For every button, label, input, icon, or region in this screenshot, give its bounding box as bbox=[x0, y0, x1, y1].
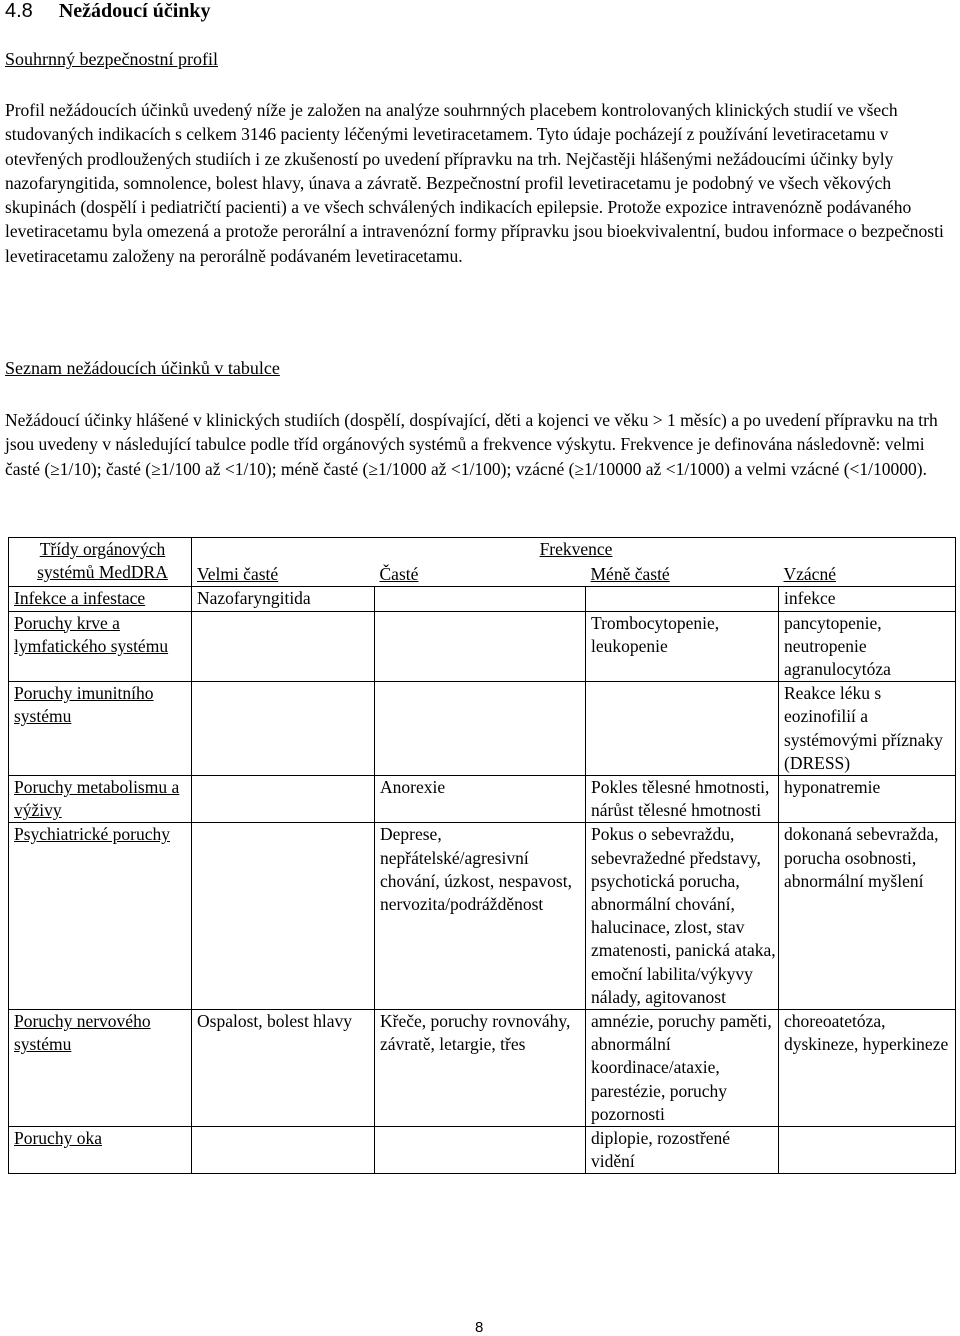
class-cell: Poruchy metabolismu a výživy bbox=[9, 776, 192, 823]
table-row bbox=[9, 776, 956, 823]
class-header: Třídy orgánových systémů MedDRA bbox=[9, 538, 192, 587]
column-header: Velmi časté bbox=[192, 561, 375, 587]
uncommon-cell bbox=[586, 587, 779, 611]
uncommon-cell bbox=[586, 682, 779, 776]
very-common-cell bbox=[192, 776, 375, 823]
rare-cell: Reakce léku s eozinofilií a systémovými příznaky (DRESS) bbox=[779, 682, 956, 776]
class-cell: Infekce a infestace bbox=[9, 587, 192, 611]
common-cell: Anorexie bbox=[375, 776, 586, 823]
rare-cell: hyponatremie bbox=[779, 776, 956, 823]
very-common-cell bbox=[192, 682, 375, 776]
list-paragraph: Nežádoucí účinky hlášené v klinických studiích (dospělí, dospívající, děti a kojenci ve věku > 1 měsíc) a po uvedení přípravku na trh jsou uvedeny v následující tabulce podle tříd orgánových systémů a frekvence výskytu. Frekvence je definována následovně: velmi časté (≥1/10); časté (≥1/100 až <1/10); méně časté (≥1/1000 až <1/100); vzácné (≥1/10000 až <1/1000) a velmi vzácné (<1/10000). bbox=[5, 410, 938, 479]
very-common-cell: Nazofaryngitida bbox=[192, 587, 375, 611]
very-common-cell: Ospalost, bolest hlavy bbox=[192, 1010, 375, 1127]
summary-paragraph: Profil nežádoucích účinků uvedený níže je založen na analýze souhrnných placebem kontrolovaných klinických studií ve všech studovaných indikacích s celkem 3146 pacienty léčenými levetiracetamem. Tyto údaje pocházejí z používání levetiracetamu v otevřených prodloužených studiích i ze zkušeností po uvedení přípravku na trh. Nejčastěji hlášenými nežádoucími účinky byly nazofaryngitida, somnolence, bolest hlavy, únava a závratě. Bezpečnostní profil levetiracetamu je podobný ve všech věkových skupinách (dospělí i pediatričtí pacienti) a ve všech schválených indikacích epilepsie. Protože expozice intravenózně podávaného levetiracetamu byla omezená a protože perorální a intravenózní formy přípravku jsou bioekvivalentní, budou informace o bezpečnosti levetiracetamu založeny na perorálně podávaném levetiracetamu. bbox=[5, 100, 944, 266]
rare-cell: infekce bbox=[779, 587, 956, 611]
list-heading: Seznam nežádoucích účinků v tabulce bbox=[5, 358, 280, 378]
very-common-cell bbox=[192, 823, 375, 1010]
common-cell bbox=[375, 682, 586, 776]
class-cell: Poruchy krve a lymfatického systému bbox=[9, 611, 192, 682]
uncommon-cell: Pokles tělesné hmotnosti, nárůst tělesné hmotnosti bbox=[586, 776, 779, 823]
class-cell: Poruchy oka bbox=[9, 1127, 192, 1174]
very-common-cell bbox=[192, 1127, 375, 1174]
table-row bbox=[9, 587, 956, 611]
adverse-effects-table bbox=[8, 537, 956, 1174]
column-header: Vzácné bbox=[779, 561, 956, 587]
table-row bbox=[9, 823, 956, 1010]
section-number: 4.8 bbox=[5, 0, 33, 22]
summary-heading: Souhrnný bezpečnostní profil bbox=[5, 49, 218, 69]
column-header: Méně časté bbox=[586, 561, 779, 587]
table-row bbox=[9, 611, 956, 682]
table-row bbox=[9, 682, 956, 776]
uncommon-cell: Trombocytopenie, leukopenie bbox=[586, 611, 779, 682]
rare-cell: choreoatetóza, dyskineze, hyperkineze bbox=[779, 1010, 956, 1127]
table-header-row bbox=[9, 538, 956, 562]
common-cell bbox=[375, 1127, 586, 1174]
common-cell: Křeče, poruchy rovnováhy, závratě, letargie, třes bbox=[375, 1010, 586, 1127]
table-row bbox=[9, 1127, 956, 1174]
section-title: Nežádoucí účinky bbox=[58, 0, 211, 22]
rare-cell bbox=[779, 1127, 956, 1174]
uncommon-cell: diplopie, rozostřené vidění bbox=[586, 1127, 779, 1174]
rare-cell: dokonaná sebevražda, porucha osobnosti, abnormální myšlení bbox=[779, 823, 956, 1010]
frequency-header: Frekvence bbox=[192, 538, 956, 562]
uncommon-cell: amnézie, poruchy paměti, abnormální koordinace/ataxie, parestézie, poruchy pozornosti bbox=[586, 1010, 779, 1127]
class-cell: Poruchy nervového systému bbox=[9, 1010, 192, 1127]
section-heading bbox=[5, 0, 955, 22]
uncommon-cell: Pokus o sebevraždu, sebevražedné představy, psychotická porucha, abnormální chování, halucinace, zlost, stav zmatenosti, panická ataka, emoční labilita/výkyvy nálady, agitovanost bbox=[586, 823, 779, 1010]
very-common-cell bbox=[192, 611, 375, 682]
common-cell: Deprese, nepřátelské/agresivní chování, úzkost, nespavost, nervozita/podrážděnost bbox=[375, 823, 586, 1010]
class-cell: Poruchy imunitního systému bbox=[9, 682, 192, 776]
common-cell bbox=[375, 587, 586, 611]
rare-cell: pancytopenie, neutropenie agranulocytóza bbox=[779, 611, 956, 682]
class-cell: Psychiatrické poruchy bbox=[9, 823, 192, 1010]
common-cell bbox=[375, 611, 586, 682]
table-row bbox=[9, 1010, 956, 1127]
column-header: Časté bbox=[375, 561, 586, 587]
page-number: 8 bbox=[475, 1319, 484, 1336]
document-page bbox=[5, 0, 955, 479]
